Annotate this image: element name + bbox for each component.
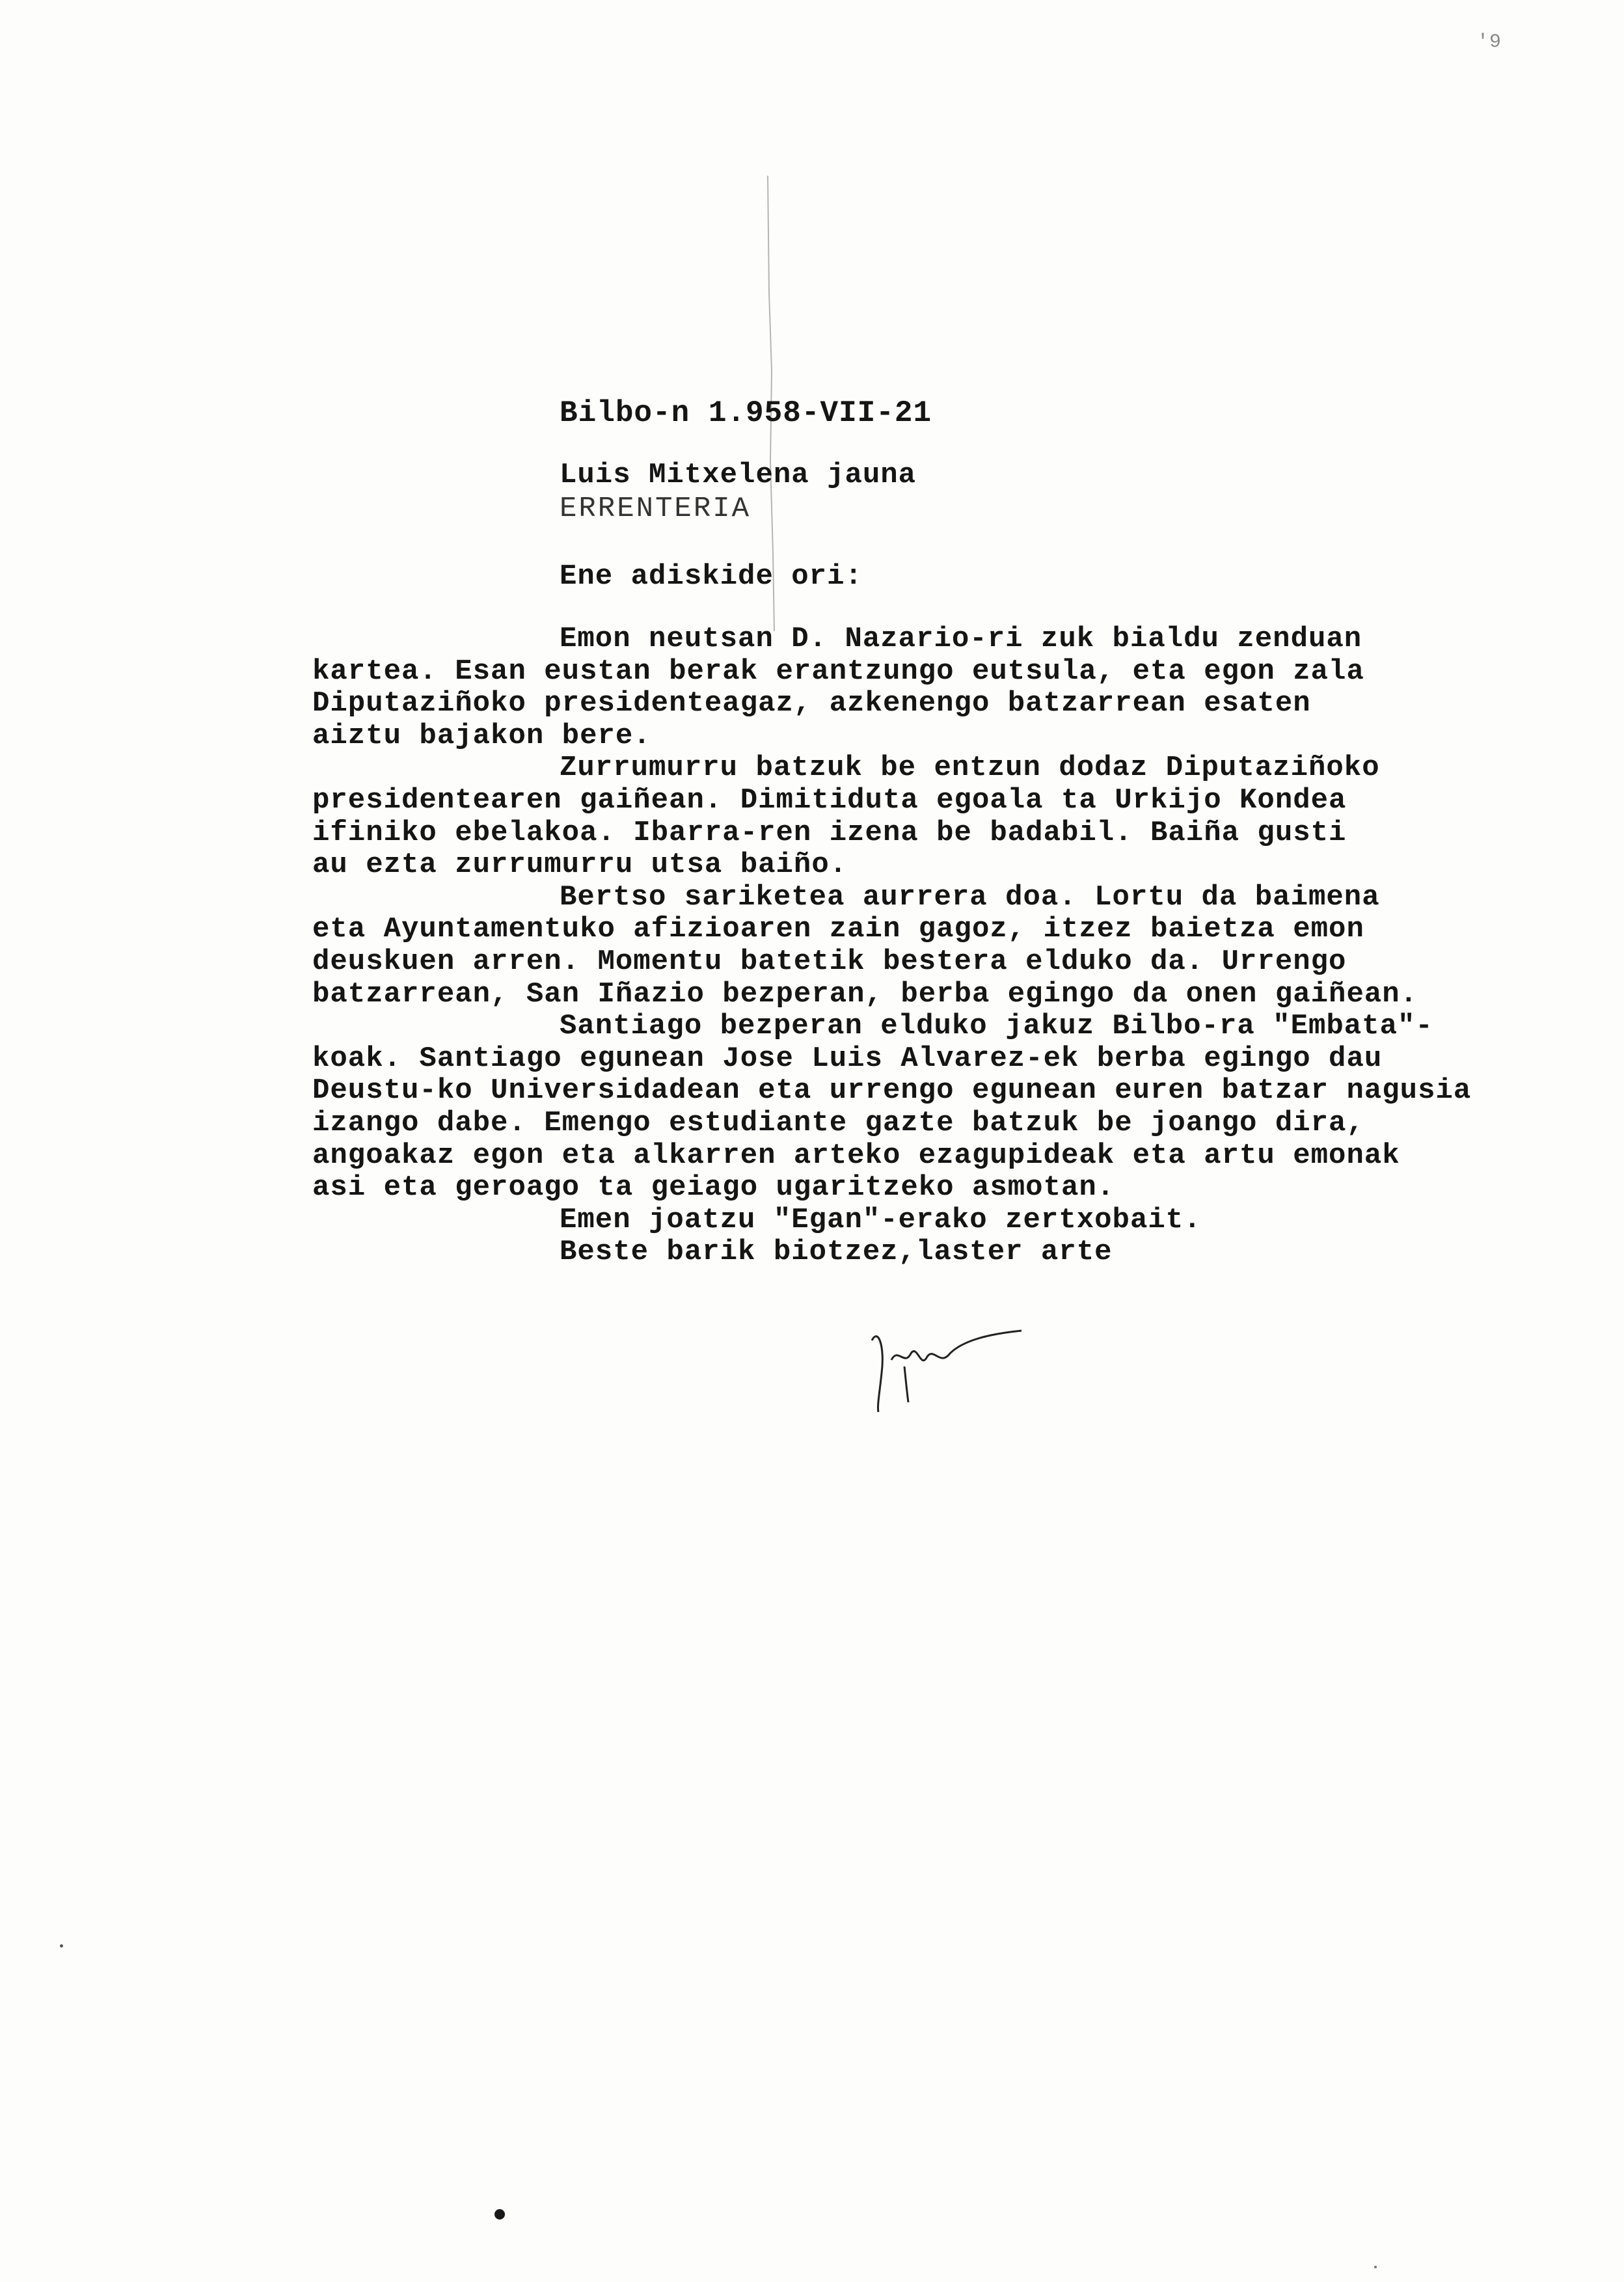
body-line: Diputaziñoko presidenteagaz, azkenengo batzarrean esaten (312, 687, 1311, 720)
body-line: presidentearen gaiñean. Dimitiduta egoala ta Urkijo Kondea (312, 783, 1347, 817)
addressee-name: Luis Mitxelena jauna (560, 459, 917, 491)
handwritten-signature (859, 1308, 1028, 1419)
body-line: batzarrean, San Iñazio bezperan, berba egingo da onen gaiñean. (312, 977, 1418, 1011)
ink-dot (494, 2209, 505, 2220)
letter-date: Bilbo-n 1.958-VII-21 (560, 396, 932, 430)
body-line: angoakaz egon eta alkarren arteko ezagupideak eta artu emonak (312, 1139, 1400, 1172)
body-line: izango dabe. Emengo estudiante gazte batzuk be joango dira, (312, 1106, 1364, 1139)
page-number-mark: '9 (1477, 31, 1502, 53)
body-line: kartea. Esan eustan berak erantzungo eutsula, eta egon zala (312, 655, 1364, 688)
body-line: deuskuen arren. Momentu batetik bestera elduko da. Urrengo (312, 945, 1347, 978)
body-line: Beste barik biotzez,laster arte (560, 1236, 1113, 1269)
salutation: Ene adiskide ori: (560, 560, 863, 593)
body-line: koak. Santiago egunean Jose Luis Alvarez-ek berba egingo dau (312, 1042, 1383, 1075)
fold-crease (755, 98, 794, 683)
body-line: aiztu bajakon bere. (312, 719, 651, 752)
body-line: Emen joatzu "Egan"-erako zertxobait. (560, 1203, 1202, 1236)
speck (1374, 2266, 1377, 2268)
body-line: Zurrumurru batzuk be entzun dodaz Diputaziñoko (560, 752, 1380, 785)
letter-body (312, 623, 1601, 1269)
body-line: Deustu-ko Universidadean eta urrengo egunean euren batzar nagusia (312, 1074, 1472, 1107)
body-line: Santiago bezperan elduko jakuz Bilbo-ra "Embata"- (560, 1010, 1433, 1043)
speck (60, 1944, 63, 1948)
body-line: eta Ayuntamentuko afizioaren zain gagoz, itzez baietza emon (312, 913, 1364, 946)
body-line: au ezta zurrumurru utsa baiño. (312, 849, 848, 882)
body-line: Emon neutsan D. Nazario-ri zuk bialdu zenduan (560, 623, 1362, 655)
body-line: asi eta geroago ta geiago ugaritzeko asmotan. (312, 1171, 1115, 1204)
body-line: Bertso sariketea aurrera doa. Lortu da baimena (560, 880, 1380, 914)
addressee-place: ERRENTERIA (560, 493, 751, 525)
body-line: ifiniko ebelakoa. Ibarra-ren izena be badabil. Baiña gusti (312, 816, 1347, 849)
